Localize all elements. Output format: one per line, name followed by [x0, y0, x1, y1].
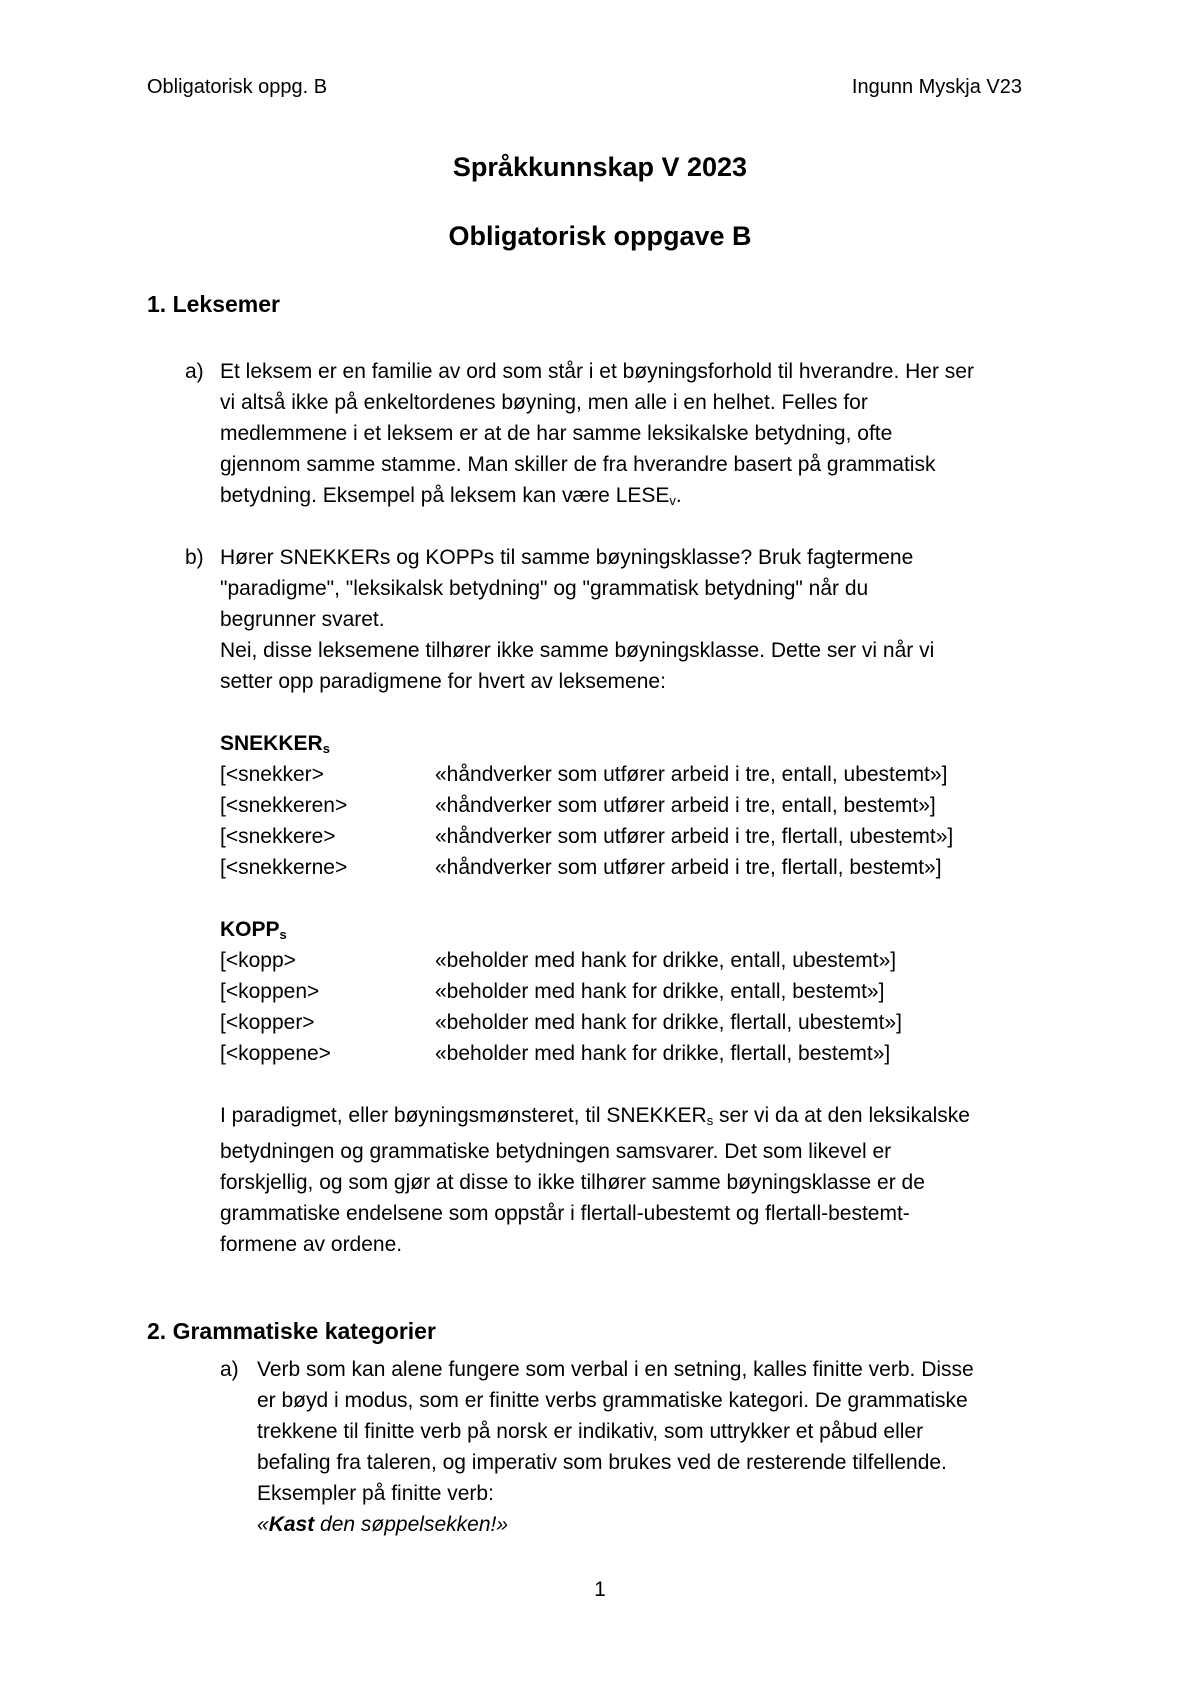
- item-body: [220, 356, 1040, 516]
- subscript: s: [322, 741, 330, 756]
- word-form: [<snekkerne>: [220, 856, 348, 879]
- header-right: Ingunn Myskja V23: [851, 76, 1022, 98]
- form-meaning: «håndverker som utfører arbeid i tre, flertall, bestemt»]: [435, 856, 942, 879]
- example-sentence: [257, 1509, 1057, 1540]
- line-text: ser vi da at den leksikalske: [713, 1104, 970, 1127]
- paradigm-row: [220, 1007, 902, 1038]
- paragraph-line: er bøyd i modus, som er finitte verbs grammatiske kategori. De grammatiske: [257, 1389, 968, 1412]
- page-number: 1: [594, 1578, 606, 1601]
- line-text: I paradigmet, eller bøyningsmønsteret, til SNEKKER: [220, 1104, 707, 1127]
- item-marker: b): [185, 546, 204, 569]
- paragraph-line: Nei, disse leksemene tilhører ikke samme bøyningsklasse. Dette ser vi når vi: [220, 639, 935, 662]
- paradigm-heading: [220, 728, 330, 759]
- word-form: [<koppene>: [220, 1042, 331, 1065]
- paragraph-line: setter opp paradigmene for hvert av leksemene:: [220, 670, 666, 693]
- form-meaning: «beholder med hank for drikke, flertall, bestemt»]: [435, 1042, 891, 1065]
- paradigm-snekker: [220, 728, 954, 883]
- form-meaning: «håndverker som utfører arbeid i tre, entall, ubestemt»]: [435, 763, 948, 786]
- paradigm-heading: [220, 914, 287, 945]
- paragraph-line: Et leksem er en familie av ord som står i et bøyningsforhold til hverandre. Her ser: [220, 360, 974, 383]
- form-meaning: «håndverker som utfører arbeid i tre, entall, bestemt»]: [435, 794, 936, 817]
- item-body: [257, 1354, 1057, 1540]
- paradigm-row: [220, 1038, 891, 1069]
- subscript: s: [279, 927, 287, 942]
- paragraph-line: gjennom samme stamme. Man skiller de fra hverandre basert på grammatisk: [220, 453, 936, 476]
- word-form: [<koppen>: [220, 980, 320, 1003]
- section-2-heading: 2. Grammatiske kategorier: [147, 1318, 436, 1344]
- document-subtitle: Obligatorisk oppgave B: [448, 221, 752, 251]
- word-form: [<kopp>: [220, 949, 296, 972]
- paragraph-line: [220, 480, 1040, 516]
- paradigm-row: [220, 852, 942, 883]
- document-title: Språkkunnskap V 2023: [452, 152, 748, 182]
- paradigm-row: [220, 759, 948, 790]
- paragraph-line: [220, 1100, 970, 1136]
- form-meaning: «beholder med hank for drikke, flertall, ubestemt»]: [435, 1011, 902, 1034]
- paragraph-line: begrunner svaret.: [220, 608, 385, 631]
- item-body: [220, 542, 1040, 697]
- paradigm-row: [220, 821, 954, 852]
- paragraph-line: Hører SNEKKERs og KOPPs til samme bøyningsklasse? Bruk fagtermene: [220, 546, 914, 569]
- paragraph-line: "paradigme", "leksikalsk betydning" og "grammatisk betydning" når du: [220, 577, 869, 600]
- line-text: betydning. Eksempel på leksem kan være LESE: [220, 484, 670, 507]
- paragraph-line: grammatiske endelsene som oppstår i flertall-ubestemt og flertall-bestemt-: [220, 1202, 910, 1225]
- emphasized-verb: Kast: [268, 1513, 315, 1536]
- form-meaning: «håndverker som utfører arbeid i tre, flertall, ubestemt»]: [435, 825, 954, 848]
- paradigm-row: [220, 790, 936, 821]
- word-form: [<snekker>: [220, 763, 324, 786]
- paragraph-line: formene av ordene.: [220, 1233, 403, 1256]
- word-form: [<snekkere>: [220, 825, 336, 848]
- paragraph-line: befaling fra taleren, og imperativ som brukes ved de resterende tilfellende.: [257, 1451, 947, 1474]
- paragraph-line: forskjellig, og som gjør at disse to ikke tilhører samme bøyningsklasse er de: [220, 1171, 925, 1194]
- paragraph-line: trekkene til finitte verb på norsk er indikativ, som uttrykker et påbud eller: [257, 1420, 924, 1443]
- lexeme-name: KOPP: [220, 918, 280, 941]
- word-form: [<kopper>: [220, 1011, 315, 1034]
- paradigm-row: [220, 945, 897, 976]
- line-text: «: [257, 1513, 269, 1536]
- item-marker: a): [185, 360, 204, 383]
- conclusion-paragraph: [220, 1100, 970, 1260]
- line-text: .: [675, 484, 682, 507]
- paragraph-line: Verb som kan alene fungere som verbal i en setning, kalles finitte verb. Disse: [257, 1358, 974, 1381]
- section-1-heading: 1. Leksemer: [147, 291, 280, 317]
- subscript: s: [706, 1113, 714, 1128]
- paradigm-kopp: [220, 914, 902, 1069]
- subscript: v: [669, 493, 676, 508]
- paragraph-line: medlemmene i et leksem er at de har samme leksikalske betydning, ofte: [220, 422, 893, 445]
- word-form: [<snekkeren>: [220, 794, 348, 817]
- paragraph-line: vi altså ikke på enkeltordenes bøyning, men alle i en helhet. Felles for: [220, 391, 868, 414]
- header-left: Obligatorisk oppg. B: [147, 76, 328, 98]
- paragraph-line: Eksempler på finitte verb:: [257, 1482, 494, 1505]
- paragraph-line: betydningen og grammatiske betydningen samsvarer. Det som likevel er: [220, 1140, 892, 1163]
- lexeme-name: SNEKKER: [220, 732, 323, 755]
- line-text: den søppelsekken!»: [314, 1513, 509, 1536]
- paradigm-row: [220, 976, 885, 1007]
- form-meaning: «beholder med hank for drikke, entall, bestemt»]: [435, 980, 885, 1003]
- form-meaning: «beholder med hank for drikke, entall, ubestemt»]: [435, 949, 897, 972]
- item-marker: a): [220, 1358, 239, 1381]
